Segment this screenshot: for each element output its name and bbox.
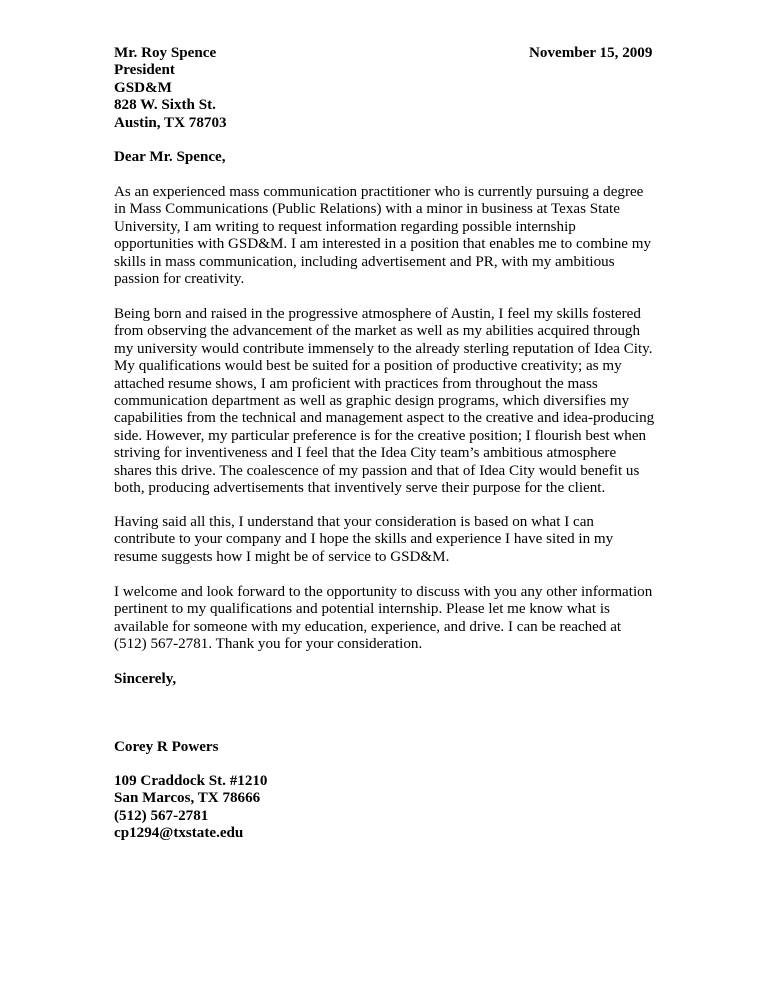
body-paragraph-1 bbox=[114, 184, 659, 288]
recipient-street: 828 W. Sixth St. bbox=[114, 97, 216, 114]
paragraph-line: resume suggests how I might be of service to GSD&M. bbox=[114, 548, 450, 565]
closing: Sincerely, bbox=[114, 671, 177, 687]
paragraph-line: shares this drive. The coalescence of my passion and that of Idea City would benefit us bbox=[114, 462, 640, 479]
paragraph-line: Being born and raised in the progressive atmosphere of Austin, I feel my skills fostered bbox=[114, 306, 641, 322]
paragraph-line: side. However, my particular preference is for the creative position; I flourish best when bbox=[114, 427, 647, 444]
recipient-company: GSD&M bbox=[114, 79, 172, 96]
paragraph-line: attached resume shows, I am proficient with practices from throughout the mass bbox=[114, 375, 598, 392]
body-paragraph-2 bbox=[114, 306, 659, 497]
paragraph-line: As an experienced mass communication practitioner who is currently pursuing a degree bbox=[114, 184, 644, 200]
paragraph-line: both, producing advertisements that inventively serve their purpose for the client. bbox=[114, 480, 606, 497]
signer-name: Corey R Powers bbox=[114, 739, 219, 755]
paragraph-line: contribute to your company and I hope the skills and experience I have sited in my bbox=[114, 531, 614, 548]
sender-contact-block bbox=[114, 773, 267, 843]
paragraph-line: capabilities from the technical and management aspect to the creative and idea-producing bbox=[114, 410, 655, 427]
sender-city: San Marcos, TX 78666 bbox=[114, 790, 261, 807]
paragraph-line: Having said all this, I understand that your consideration is based on what I can bbox=[114, 514, 594, 530]
paragraph-line: My qualifications would best be suited for a position of productive creativity; as my bbox=[114, 358, 622, 375]
paragraph-line: available for someone with my education, experience, and drive. I can be reached at bbox=[114, 618, 622, 635]
body-paragraph-4 bbox=[114, 584, 659, 654]
paragraph-line: in Mass Communications (Public Relations) with a minor in business at Texas State bbox=[114, 201, 620, 218]
recipient-city: Austin, TX 78703 bbox=[114, 114, 227, 131]
paragraph-line: communication department as well as graphic design programs, which diversifies my bbox=[114, 393, 630, 410]
paragraph-line: I welcome and look forward to the opportunity to discuss with you any other information bbox=[114, 584, 653, 600]
paragraph-line: University, I am writing to request information regarding possible internship bbox=[114, 218, 576, 235]
paragraph-line: pertinent to my qualifications and potential internship. Please let me know what is bbox=[114, 601, 610, 618]
paragraph-line: striving for inventiveness and I feel that the Idea City team’s ambitious atmosphere bbox=[114, 445, 617, 462]
sender-email: cp1294@txstate.edu bbox=[114, 825, 244, 842]
salutation: Dear Mr. Spence, bbox=[114, 149, 226, 165]
paragraph-line: passion for creativity. bbox=[114, 271, 245, 288]
sender-street: 109 Craddock St. #1210 bbox=[114, 773, 268, 789]
paragraph-line: from observing the advancement of the market as well as my abilities acquired through bbox=[114, 323, 641, 340]
sender-phone: (512) 567-2781 bbox=[114, 807, 209, 824]
recipient-title: President bbox=[114, 62, 175, 79]
recipient-name: Mr. Roy Spence bbox=[114, 45, 217, 61]
body-paragraph-3 bbox=[114, 514, 659, 566]
paragraph-line: (512) 567-2781. Thank you for your consideration. bbox=[114, 636, 423, 653]
letter-date: November 15, 2009 bbox=[529, 45, 653, 61]
paragraph-line: opportunities with GSD&M. I am interested in a position that enables me to combine my bbox=[114, 236, 651, 253]
paragraph-line: my university would contribute immensely to the already sterling reputation of Idea City. bbox=[114, 340, 653, 357]
paragraph-line: skills in mass communication, including advertisement and PR, with my ambitious bbox=[114, 253, 615, 270]
